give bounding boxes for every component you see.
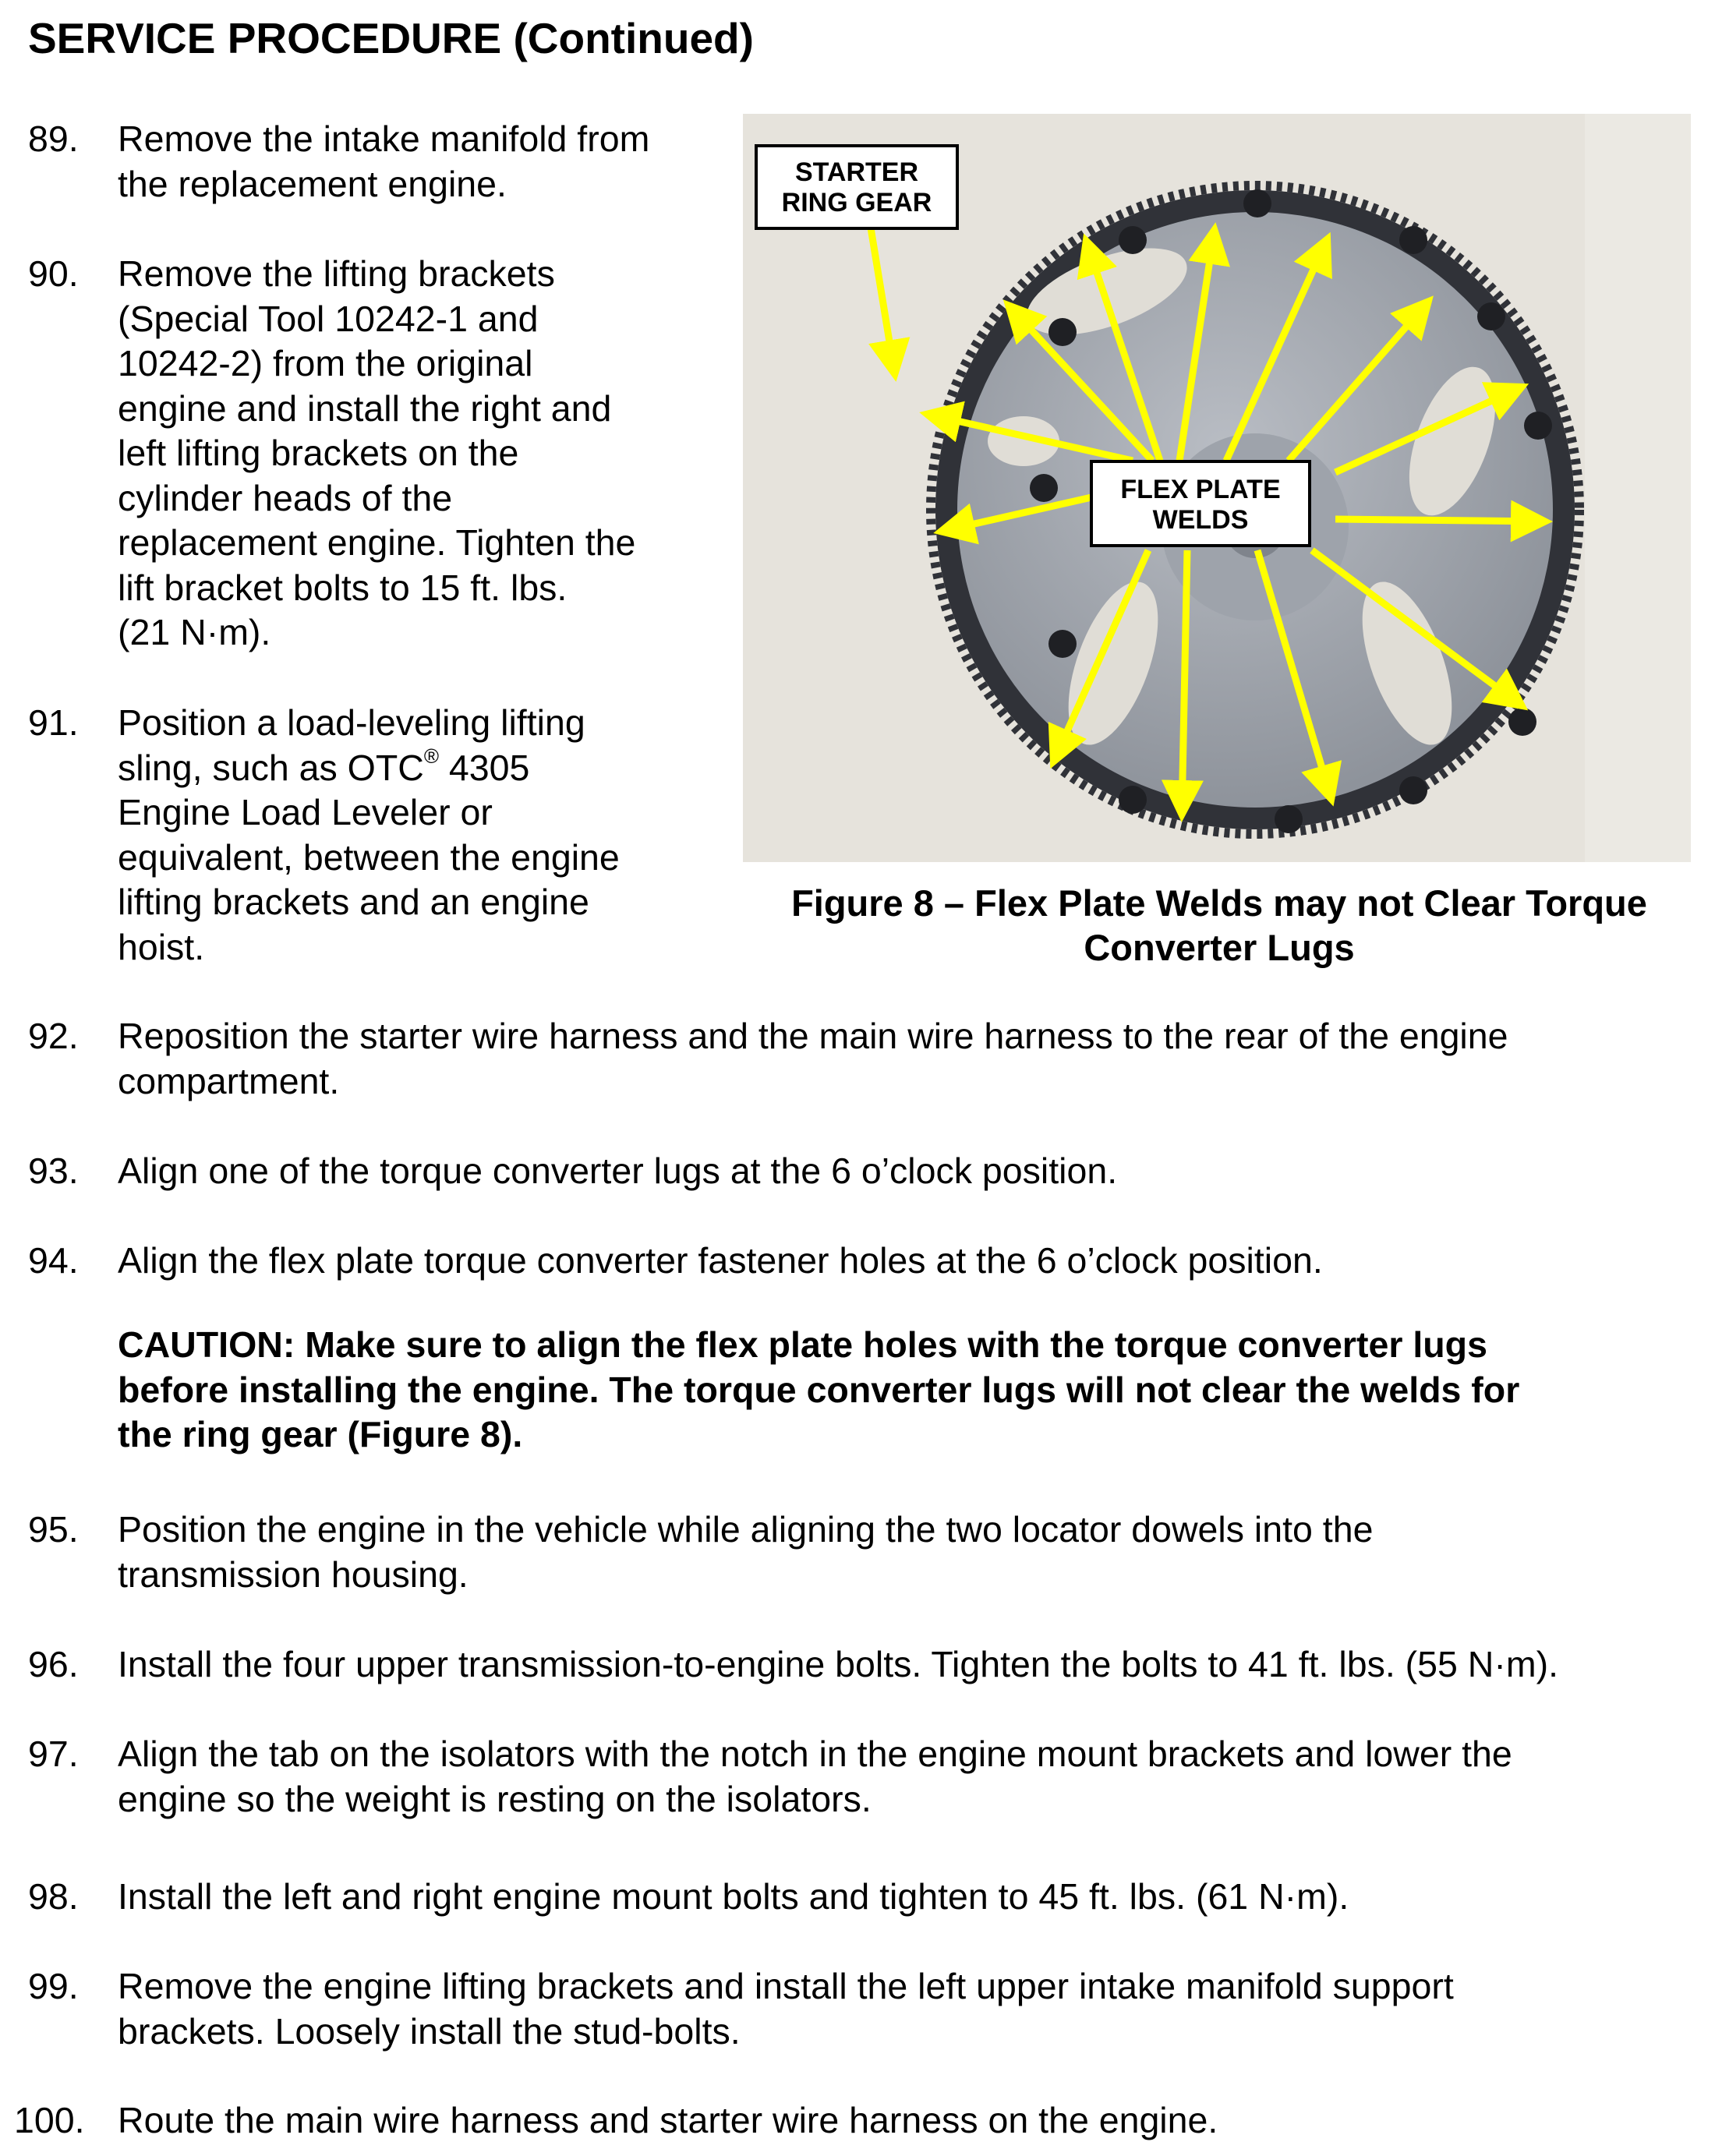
step-number: 92. [28,1016,79,1056]
step-number: 100. [14,2100,85,2140]
step-number: 89. [28,118,79,159]
starter-ring-gear-callout: STARTER RING GEAR [755,144,959,230]
step-number: 99. [28,1966,79,2006]
step-number: 96. [28,1644,79,1684]
step-text: Remove the intake manifold from the replacement engine. [118,118,650,204]
step-number: 90. [28,253,79,294]
step-text: Position the engine in the vehicle while aligning the two locator dowels into the transmission housing. [118,1509,1374,1595]
step-text: Reposition the starter wire harness and the main wire harness to the rear of the engine compartment. [118,1016,1508,1101]
flex-plate-welds-callout: FLEX PLATE WELDS [1090,460,1311,547]
registered-mark: ® [423,744,439,768]
step-number: 95. [28,1509,79,1550]
step-number: 98. [28,1876,79,1917]
step-text: Position a load-leveling lifting sling, such as OTC® 4305 Engine Load Leveler or equivalent, between the engine lifting brackets and an engine hoist. [118,702,620,967]
step-text: Align the tab on the isolators with the notch in the engine mount brackets and lower the engine so the weight is resting on the isolators. [118,1734,1512,1819]
step-text: Route the main wire harness and starter wire harness on the engine. [118,2100,1218,2140]
step-text: Remove the engine lifting brackets and install the left upper intake manifold support brackets. Loosely install the stud-bolts. [118,1966,1454,2052]
step-number: 93. [28,1150,79,1191]
step-text: Install the four upper transmission-to-engine bolts. Tighten the bolts to 41 ft. lbs. (55 N·m). [118,1644,1558,1684]
step-text: Install the left and right engine mount bolts and tighten to 45 ft. lbs. (61 N·m). [118,1876,1349,1917]
step-text: Align one of the torque converter lugs at the 6 o’clock position. [118,1150,1118,1191]
caution-note: CAUTION: Make sure to align the flex plate holes with the torque converter lugs before installing the engine. The torque converter lugs will not clear the welds for the ring gear (Figure 8). [118,1324,1520,1454]
step-text: Align the flex plate torque converter fastener holes at the 6 o’clock position. [118,1240,1323,1281]
step-number: 97. [28,1734,79,1774]
figure-caption: Figure 8 – Flex Plate Welds may not Clear Torque Converter Lugs [791,882,1647,968]
page-title: SERVICE PROCEDURE (Continued) [28,14,754,62]
step-number: 94. [28,1240,79,1281]
step-text: Remove the lifting brackets (Special Tool 10242-1 and 10242-2) from the original engine and install the right and left lifting brackets on the cylinder heads of the replacement engine. Tighten the lift bracket bolts to 15 ft. lbs. (21 N·m). [118,253,636,652]
step-number: 91. [28,702,79,743]
